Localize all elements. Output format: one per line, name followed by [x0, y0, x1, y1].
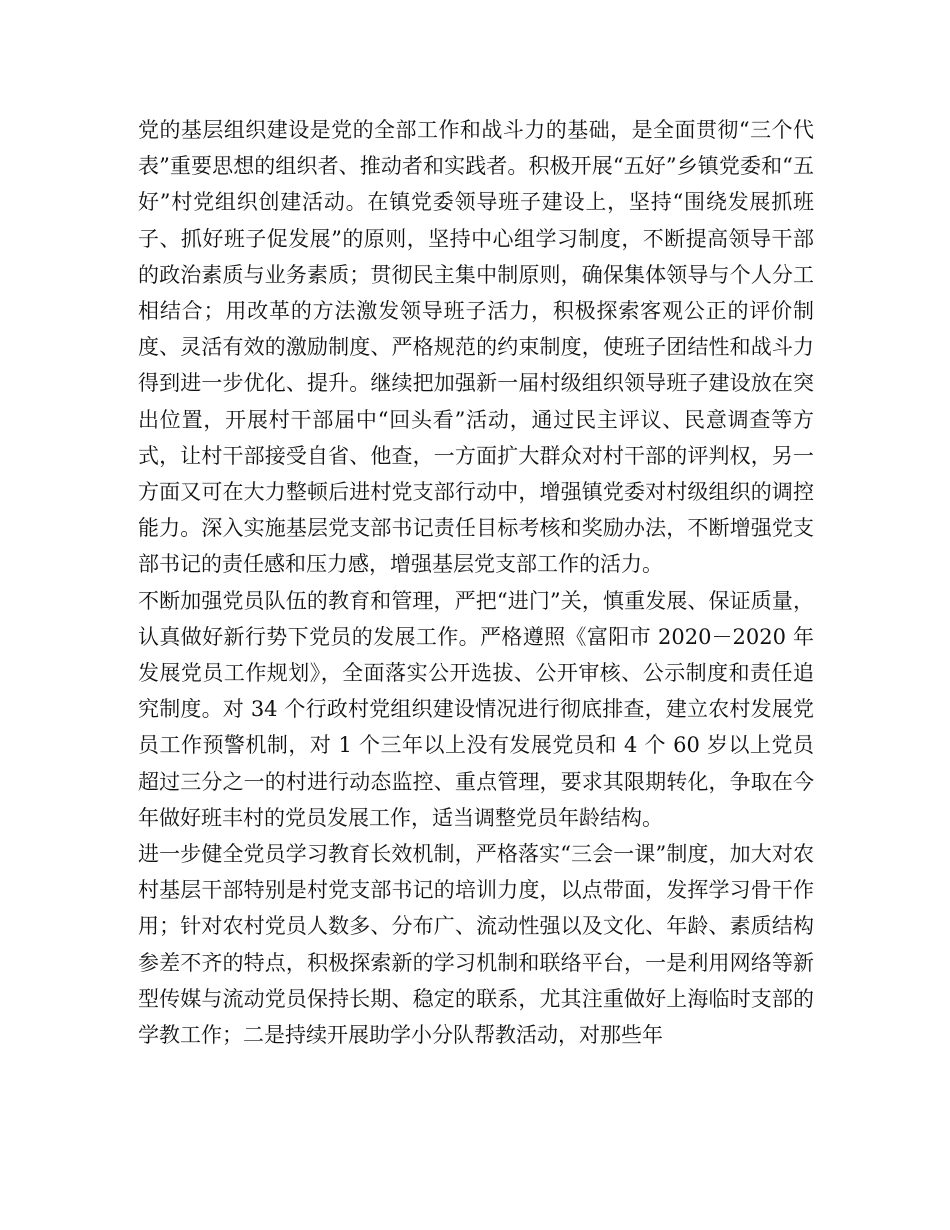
paragraph-party-member-development: 不断加强党员队伍的教育和管理，严把“进门”关，慎重发展、保证质量，认真做好新行势下党员的发展工作。严格遵照《富阳市 2020－2020 年发展党员工作规划》，全面落实公开选拔、公开审核、公示制度和责任追究制度。对 34 个行政村党组织建设情况进行彻底排查，建立农村发展党员工作预警机制，对 1 个三年以上没有发展党员和 4 个 60 岁以上党员超过三分之一的村进行动态监控、重点管理，要求其限期转化，争取在今年做好班丰村的党员发展工作，适当调整党员年龄结构。	[138, 588, 814, 830]
paragraph-party-organization-building: 党的基层组织建设是党的全部工作和战斗力的基础，是全面贯彻“三个代表”重要思想的组织者、推动者和实践者。积极开展“五好”乡镇党委和“五好”村党组织创建活动。在镇党委领导班子建设上，坚持“围绕发展抓班子、抓好班子促发展”的原则，坚持中心组学习制度，不断提高领导干部的政治素质与业务素质；贯彻民主集中制原则，确保集体领导与个人分工相结合；用改革的方法激发领导班子活力，积极探索客观公正的评价制度、灵活有效的激励制度、严格规范的约束制度，使班子团结性和战斗力得到进一步优化、提升。继续把加强新一届村级组织领导班子建设放在突出位置，开展村干部届中“回头看”活动，通过民主评议、民意调查等方式，让村干部接受自省、他查，一方面扩大群众对村干部的评判权，另一方面又可在大力整顿后进村党支部行动中，增强镇党委对村级组织的调控能力。深入实施基层党支部书记责任目标考核和奖励办法，不断增强党支部书记的责任感和压力感，增强基层党支部工作的活力。	[138, 118, 814, 577]
document-page	[138, 112, 814, 1053]
paragraph-party-member-education: 进一步健全党员学习教育长效机制，严格落实“三会一课”制度，加大对农村基层干部特别是村党支部书记的培训力度，以点带面，发挥学习骨干作用；针对农村党员人数多、分布广、流动性强以及文化、年龄、素质结构参差不齐的特点，积极探索新的学习机制和联络平台，一是利用网络等新型传媒与流动党员保持长期、稳定的联系，尤其注重做好上海临时支部的学教工作；二是持续开展助学小分队帮教活动，对那些年	[138, 842, 814, 1048]
